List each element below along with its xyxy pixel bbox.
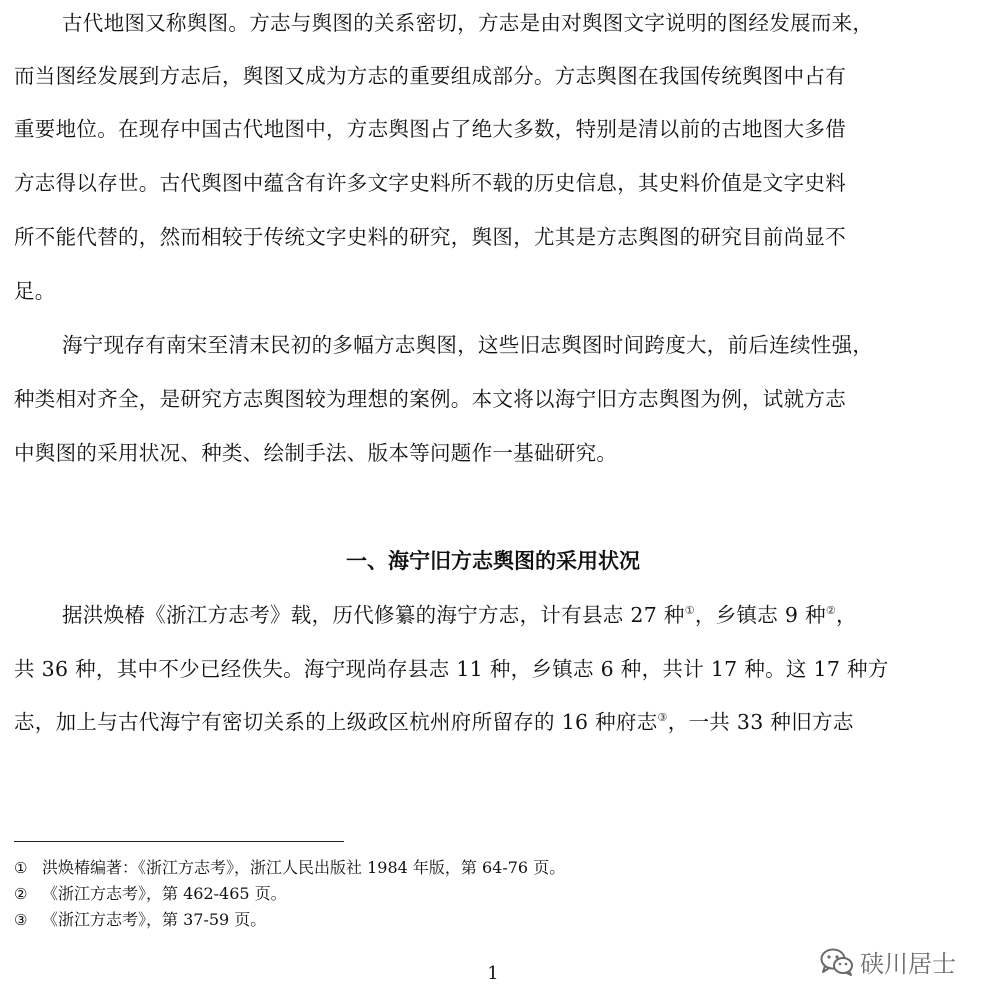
paragraph-line: 所不能代替的，然而相较于传统文字史料的研究，舆图，尤其是方志舆图的研究目前尚显不	[14, 225, 846, 249]
footnote	[14, 910, 954, 930]
page-number: 1	[487, 963, 499, 984]
footnote-ref[interactable]: ③	[657, 711, 668, 725]
paragraph-line: 方志得以存世。古代舆图中蕴含有许多文字史料所不载的历史信息，其史料价值是文字史料	[14, 171, 846, 195]
paragraph-line: 海宁现存有南宋至清末民初的多幅方志舆图，这些旧志舆图时间跨度大，前后连续性强，	[62, 333, 874, 357]
paragraph-line: 而当图经发展到方志后，舆图又成为方志的重要组成部分。方志舆图在我国传统舆图中占有	[14, 64, 846, 88]
section-heading: 一、海宁旧方志舆图的采用状况	[346, 549, 640, 573]
text-run: ，一共 33 种旧方志	[667, 710, 854, 734]
footnote-ref[interactable]: ①	[684, 604, 695, 618]
footnote-marker: ②	[14, 885, 28, 903]
footnote-marker: ③	[14, 911, 28, 929]
footnote-ref[interactable]: ②	[825, 604, 837, 618]
text-run: ，乡镇志 9 种	[694, 603, 826, 627]
footnote	[14, 858, 954, 878]
footnote	[14, 884, 954, 904]
watermark-text: 硖川居士	[860, 950, 956, 978]
footnote-marker: ①	[14, 859, 28, 877]
footnote-text: 洪焕椿编著：《浙江方志考》，浙江人民出版社 1984 年版，第 64-76 页。	[42, 858, 566, 877]
paragraph-line: 古代地图又称舆图。方志与舆图的关系密切，方志是由对舆图文字说明的图经发展而来，	[62, 11, 874, 35]
paragraph-line: 种类相对齐全，是研究方志舆图较为理想的案例。本文将以海宁旧方志舆图为例，试就方志	[14, 387, 846, 411]
footnote-text: 《浙江方志考》，第 462-465 页。	[42, 884, 287, 903]
paragraph-line: 足。	[14, 279, 56, 303]
text-run: 志，加上与古代海宁有密切关系的上级政区杭州府所留存的 16 种府志	[14, 710, 658, 734]
text-run: ，	[836, 603, 857, 627]
paragraph-line	[62, 602, 972, 628]
footnote-separator	[14, 841, 344, 842]
paragraph-line: 重要地位。在现存中国古代地图中，方志舆图占了绝大多数，特别是清以前的古地图大多借	[14, 117, 846, 141]
footnote-text: 《浙江方志考》，第 37-59 页。	[42, 910, 267, 929]
text-run: 据洪焕椿《浙江方志考》载，历代修纂的海宁方志，计有县志 27 种	[62, 603, 685, 627]
paragraph-line	[14, 709, 972, 735]
paragraph-line: 共 36 种，其中不少已经佚失。海宁现尚存县志 11 种，乡镇志 6 种，共计 17 种。这 17 种方	[14, 657, 889, 681]
paragraph-line: 中舆图的采用状况、种类、绘制手法、版本等问题作一基础研究。	[14, 441, 618, 465]
